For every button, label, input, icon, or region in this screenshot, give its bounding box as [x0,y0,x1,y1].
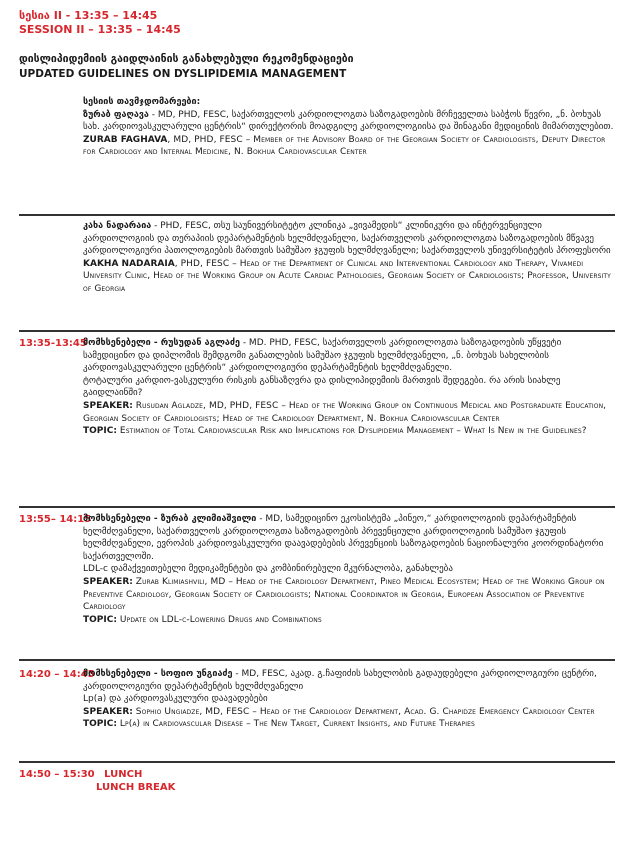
talk-1-topic-ka: ტოტალური კარდიო-ვასკულური რისკის განსაზღვრა და დისლიპიდემიის მართვის შედეგები. რა არის სიახლე გაიდლაინში? [83,375,561,399]
moderator-2-desc-en: , PHD, FESC – Head of the Department of Clinical and Interventional Cardiology and Therapy, Vivamedi University Clinic, Head of the Working Group on Acute Cardiac Pathologies, Georgian Society of Cardiologists; Professor, University of Georgia [83,258,611,294]
moderators-heading: სესიის თავმჯდომარეები: [83,97,201,107]
talk-1-speaker-en: Rusudan Agladze, MD, PHD, FESC – Head of the Working Group on Continuous Medical and Postgraduate Education, Georgian Society of Cardiologists; Head of the Cardiology Department, N. Bokhua Cardiovascular Center [83,400,607,424]
talk-2-body [83,513,615,626]
lunch-label-en: LUNCH BREAK [96,782,176,793]
guidelines-title [19,52,354,81]
talk-3-topic-en: Lp(a) in Cardiovascular Disease – The New Target, Current Insights, and Future Therapies [116,719,475,730]
moderator-2-body [83,220,615,296]
talk-2-topic-label: TOPIC: [83,614,117,625]
talk-2-speaker-en: Zurab Klimiashvili, MD – Head of the Cardiology Department, Pineo Medical Ecosystem; Head of the Working Group on Preventive Cardiology, Georgian Society of Cardiologists; National Coordinator in Georgia, European Association of Preventive Cardiology [83,576,605,613]
title-en: UPDATED GUIDELINES ON DYSLIPIDEMIA MANAGEMENT [19,67,347,80]
moderator-2-desc-ka: - PHD, FESC, თსუ საუნივერსიტეტო კლინიკა „ვივამედის“ კლინიკური და ინტერვენციული კარდიოლოგიის და თერაპიის დეპარტამენტის ხელმძღვანელი, საქართველოს კარდიოლოგთა საზოგადოების მწვავე კარდიოლოგიური პათოლოგიების მართვის სამუშაო ჯგუფის ხელმძღვანელი; საქართველოს უნივერსიტეტის პროფესორი [83,221,611,257]
talk-3-body [83,668,615,731]
talk-2-topic-en: Update on LDL-c-Lowering Drugs and Combinations [116,614,322,625]
moderators-section [19,96,615,210]
moderator-1-name-en: ZURAB FAGHAVA [83,134,168,145]
moderator-2-name-ka: კახა ნადარაია [83,221,152,231]
session-line-ka: სესია II - 13:35 – 14:45 [19,9,158,22]
moderators-body [83,96,615,159]
talk-2-label-ka: მომხსენებელი - ზურაბ კლიმიაშვილი [83,514,257,524]
moderator-1-desc-en: , MD, PHD, FESC – Member of the Advisory Board of the Georgian Society of Cardiologists, Deputy Director for Cardiology and Internal Medicine, N. Bokhua Cardiovascular Center [83,134,606,158]
divider [19,761,615,763]
talk-1-desc-ka: - MD. PHD, FESC, საქართველოს კარდიოლოგთა საზოგადოების უწყვეტი სამედიცინო და დიპლომის შემდგომი განათლების სამუშაო ჯგუფის ხელმძღვანელი, „ნ. ბოხუას სახელობის კარდიოვასკულარული ცენტრის“ კარდიოლოგიური დეპარტამენტის ხელმძღვანელი. [83,338,562,374]
divider [19,506,615,508]
talk-3-label-ka: მომხსენებელი - სოფიო უნგიაძე [83,669,233,679]
talk-3-speaker-label: SPEAKER: [83,706,133,717]
talk-2-topic-ka: LDL-c დამაქვეითებელი მედიკამენტები და კომბინირებული მკურნალობა, განახლება [83,564,453,575]
talk-1-time: 13:35-13:45 [19,338,87,349]
talk-1-topic-label: TOPIC: [83,426,117,437]
moderator-1-name-ka: ზურაბ ფაღავა [83,109,149,120]
moderator-2-section [19,220,615,328]
lunch-time: 14:50 – 15:30 [19,769,95,780]
moderator-2-name-en: KAKHA NADARAIA [83,258,175,269]
talk-2-speaker-label: SPEAKER: [83,576,133,587]
divider [19,659,615,661]
talk-2 [19,513,615,658]
talk-1-label-ka: მომხსენებელი - რუსუდან აგლაძე [83,338,240,348]
session-line-en: SESSION II – 13:35 – 14:45 [19,23,181,36]
talk-2-time: 13:55– 14:15 [19,514,92,525]
talk-3-topic-ka: Lp(a) და კარდიოვასკულური დაავადებები [83,694,268,705]
talk-1 [19,337,615,507]
session-header [19,9,181,37]
title-ka: დისლიპიდემიის გაიდლაინის განახლებული რეკომენდაციები [19,53,354,65]
talk-3 [19,668,615,760]
moderator-1-desc-ka: - MD, PHD, FESC, საქართველოს კარდიოლოგთა საზოგადოების მრჩეველთა საბჭოს წევრი, „ნ. ბოხუას სახ. კარდიოვასკულარული ცენტრის“ დირექტორის მოადგილე კარდიოლოგიისა და შინაგანი მედიცინის მიმართულებით. [83,109,614,133]
lunch-label-ka: LUNCH [104,769,143,780]
talk-3-topic-label: TOPIC: [83,719,117,730]
talk-2-desc-ka: - MD, სამედიცინო ეკოსისტემა „პინეო,“ კარდიოლოგიის დეპარტამენტის ხელმძღვანელი, საქართველოს კარდიოლოგთა საზოგადოების პრევენციული კარდიოლოგიის სამუშაო ჯგუფის ხელმძღვანელი, ევროპის კარდიოვასკულური დაავადებების პრევენციის საზოგადოების ნაციონალური კოორდინატორი საქართველოში. [83,514,604,562]
divider [19,214,615,216]
talk-3-speaker-en: Sophio Ungiadze, MD, FESC – Head of the Cardiology Department, Acad. G. Chapidze Emergency Cardiology Center [132,706,595,717]
talk-1-body [83,337,615,438]
divider [19,330,615,332]
talk-1-speaker-label: SPEAKER: [83,400,133,411]
talk-3-time: 14:20 – 14:45 [19,669,95,680]
talk-1-topic-en: Estimation of Total Cardiovascular Risk and Implications for Dyslipidemia Management – What Is New in the Guidelines? [116,426,587,437]
talk-3-desc-ka: - MD, FESC, აკად. გ.ჩაფიძის სახელობის გადაუდებელი კარდიოლოგიური ცენტრი, კარდიოლოგიური დეპარტამენტის ხელმძღვანელი [83,669,597,692]
lunch-block [19,768,175,794]
